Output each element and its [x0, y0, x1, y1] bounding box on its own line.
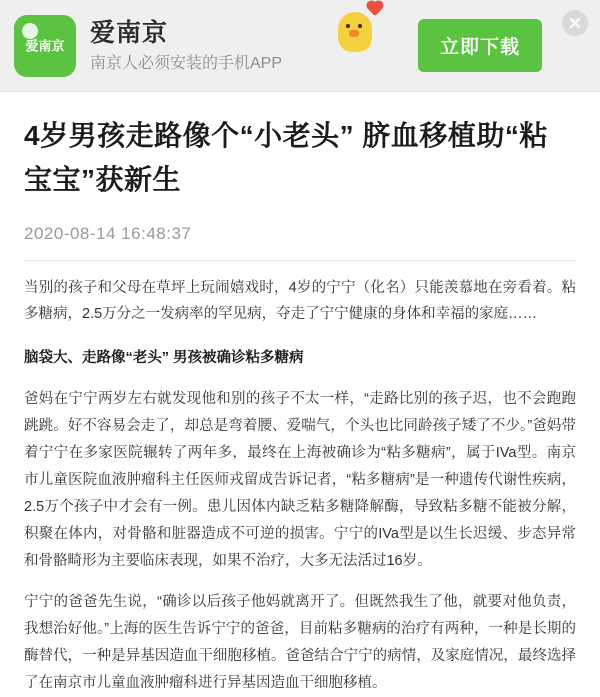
- duck-mascot-icon: [330, 2, 386, 60]
- article-lead: 当别的孩子和父母在草坪上玩闹嬉戏时，4岁的宁宁（化名）只能羡慕地在旁看着。粘多糖病，2.5万分之一发病率的罕见病，夺走了宁宁健康的身体和幸福的家庭……: [24, 280, 576, 322]
- logo-badge-icon: [22, 23, 38, 39]
- download-app-button[interactable]: 立即下载: [418, 19, 542, 72]
- app-promo-banner: [0, 0, 600, 92]
- app-name: 爱南京: [90, 18, 169, 47]
- page-title: 4岁男孩走路像个“小老头” 脐血移植助“粘宝宝”获新生: [24, 120, 548, 195]
- close-icon[interactable]: [562, 10, 588, 36]
- app-logo: [14, 15, 76, 77]
- article-paragraph: 宁宁的爸爸先生说，“确诊以后孩子他妈就离开了。但既然我生了他，就要对他负责，我想治好他。”上海的医生告诉宁宁的爸爸，目前粘多糖病的治疗有两种，一种是长期的酶替代，一种是异基因造血干细胞移植。爸爸结合宁宁的病情，及家庭情况，最终选择了在南京市儿童血液肿瘤科进行异基因造血干细胞移植。: [24, 594, 576, 691]
- article-paragraph: 爸妈在宁宁两岁左右就发现他和别的孩子不太一样，“走路比别的孩子迟，也不会跑跑跳跳。好不容易会走了，却总是弯着腰、爱喘气，个头也比同龄孩子矮了不少。”爸妈带着宁宁在多家医院辗转了两年多，最终在上海被确诊为“粘多糖病”，属于IVa型。南京市儿童医院血液肿瘤科主任医师戎留成告诉记者，“粘多糖病”是一种遗传代谢性疾病，2.5万个孩子中才会有一例。患儿因体内缺乏粘多糖降解酶，导致粘多糖不能被分解，积聚在体内，对骨骼和脏器造成不可逆的损害。宁宁的IVa型是以生长迟缓、步态异常和骨骼畸形为主要临床表现，如果不治疗，大多无法活过16岁。: [24, 390, 576, 569]
- divider: [24, 260, 576, 261]
- app-subtitle: 南京人必须安装的手机APP: [90, 54, 283, 72]
- article-container: [0, 92, 600, 697]
- article-subheading: 脑袋大、走路像“老头” 男孩被确诊粘多糖病: [24, 350, 304, 366]
- app-logo-label: 爱南京: [25, 38, 65, 53]
- publish-timestamp: 2020-08-14 16:48:37: [24, 224, 192, 243]
